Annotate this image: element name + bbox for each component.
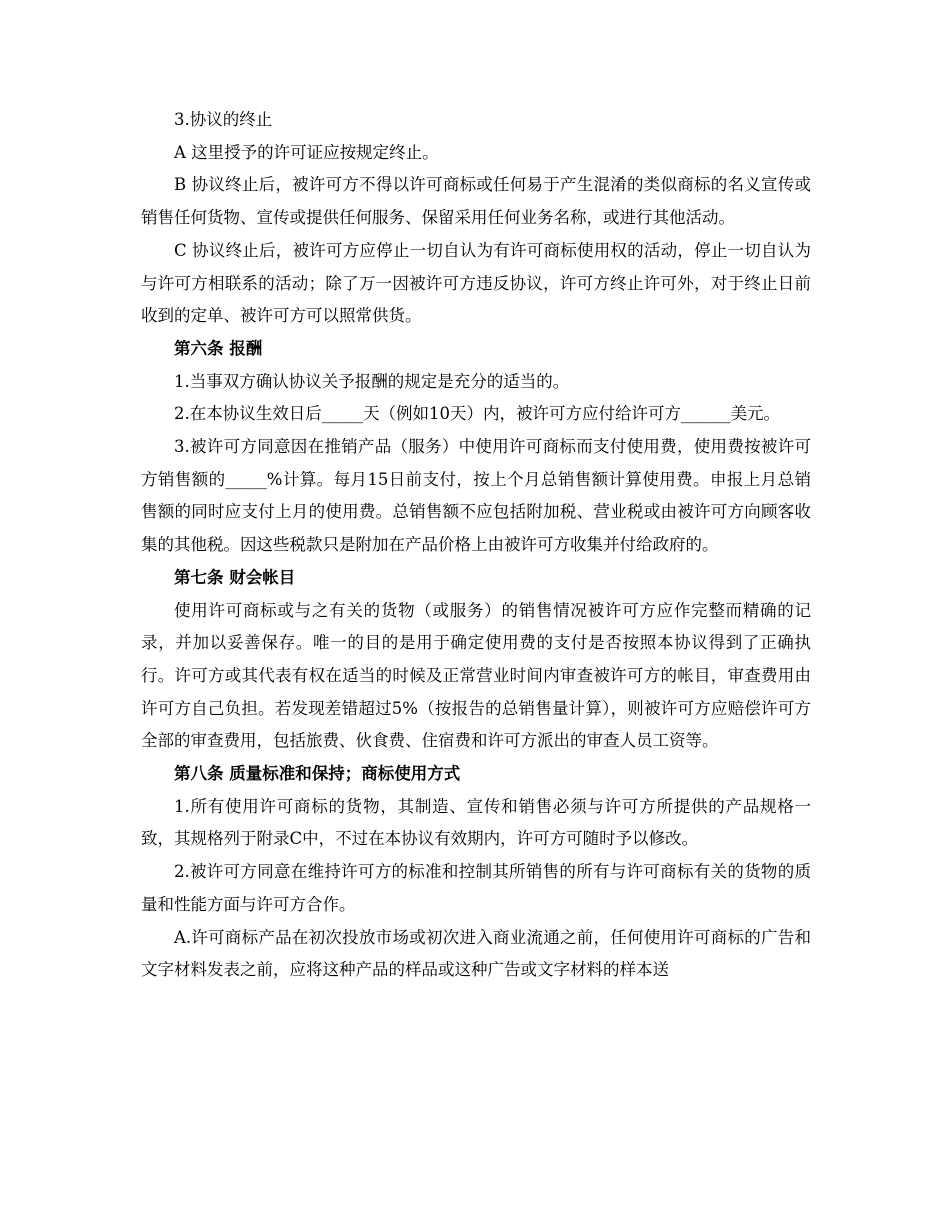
paragraph-remuneration-2: 2.在本协议生效日后_____天（例如10天）内，被许可方应付给许可方______美元。 [174,404,780,424]
paragraph-quality-2: 2.被许可方同意在维持许可方的标准和控制其所销售的所有与许可商标有关的货物的质量和性能方面与许可方合作。 [141,862,811,914]
article-6-heading: 第六条 报酬 [174,338,263,358]
document-page [141,104,811,987]
paragraph-quality-a: A.许可商标产品在初次投放市场或初次进入商业流通之前，任何使用许可商标的广告和文字材料发表之前，应将这种产品的样品或这种广告或文字材料的样本送 [141,927,811,980]
paragraph-quality-1: 1.所有使用许可商标的货物，其制造、宣传和销售必须与许可方所提供的产品规格一致，其规格列于附录C中，不过在本协议有效期内，许可方可随时予以修改。 [141,796,811,849]
paragraph-termination-a: A 这里授予的许可证应按规定终止。 [174,142,439,162]
paragraph-termination-c: C 协议终止后，被许可方应停止一切自认为有许可商标使用权的活动，停止一切自认为与许可方相联系的活动；除了万一因被许可方违反协议，许可方终止许可外，对于终止日前收到的定单、被许可方可以照常供货。 [141,240,811,326]
paragraph-termination-heading: 3.协议的终止 [174,110,273,129]
paragraph-remuneration-1: 1.当事双方确认协议关予报酬的规定是充分的适当的。 [174,371,570,391]
article-7-heading: 第七条 财会帐目 [174,567,296,587]
paragraph-remuneration-3: 3.被许可方同意因在推销产品（服务）中使用许可商标而支付使用费，使用费按被许可方销售额的_____%计算。每月15日前支付，按上个月总销售额计算使用费。申报上月总销售额的同时应支付上月的使用费。总销售额不应包括附加税、营业税或由被许可方向顾客收集的其他税。因这些税款只是附加在产品价格上由被许可方收集并付给政府的。 [141,437,811,555]
paragraph-accounts: 使用许可商标或与之有关的货物（或服务）的销售情况被许可方应作完整而精确的记录，并加以妥善保存。唯一的目的是用于确定使用费的支付是否按照本协议得到了正确执行。许可方或其代表有权在适当的时候及正常营业时间内审查被许可方的帐目，审查费用由许可方自己负担。若发现差错超过5%（按报告的总销售量计算），则被许可方应赔偿许可方全部的审查费用，包括旅费、伙食费、住宿费和许可方派出的审查人员工资等。 [141,600,811,751]
paragraph-termination-b: B 协议终止后，被许可方不得以许可商标或任何易于产生混淆的类似商标的名义宣传或销售任何货物、宣传或提供任何服务、保留采用任何业务名称，或进行其他活动。 [141,175,811,228]
article-8-heading: 第八条 质量标准和保持；商标使用方式 [174,764,461,784]
